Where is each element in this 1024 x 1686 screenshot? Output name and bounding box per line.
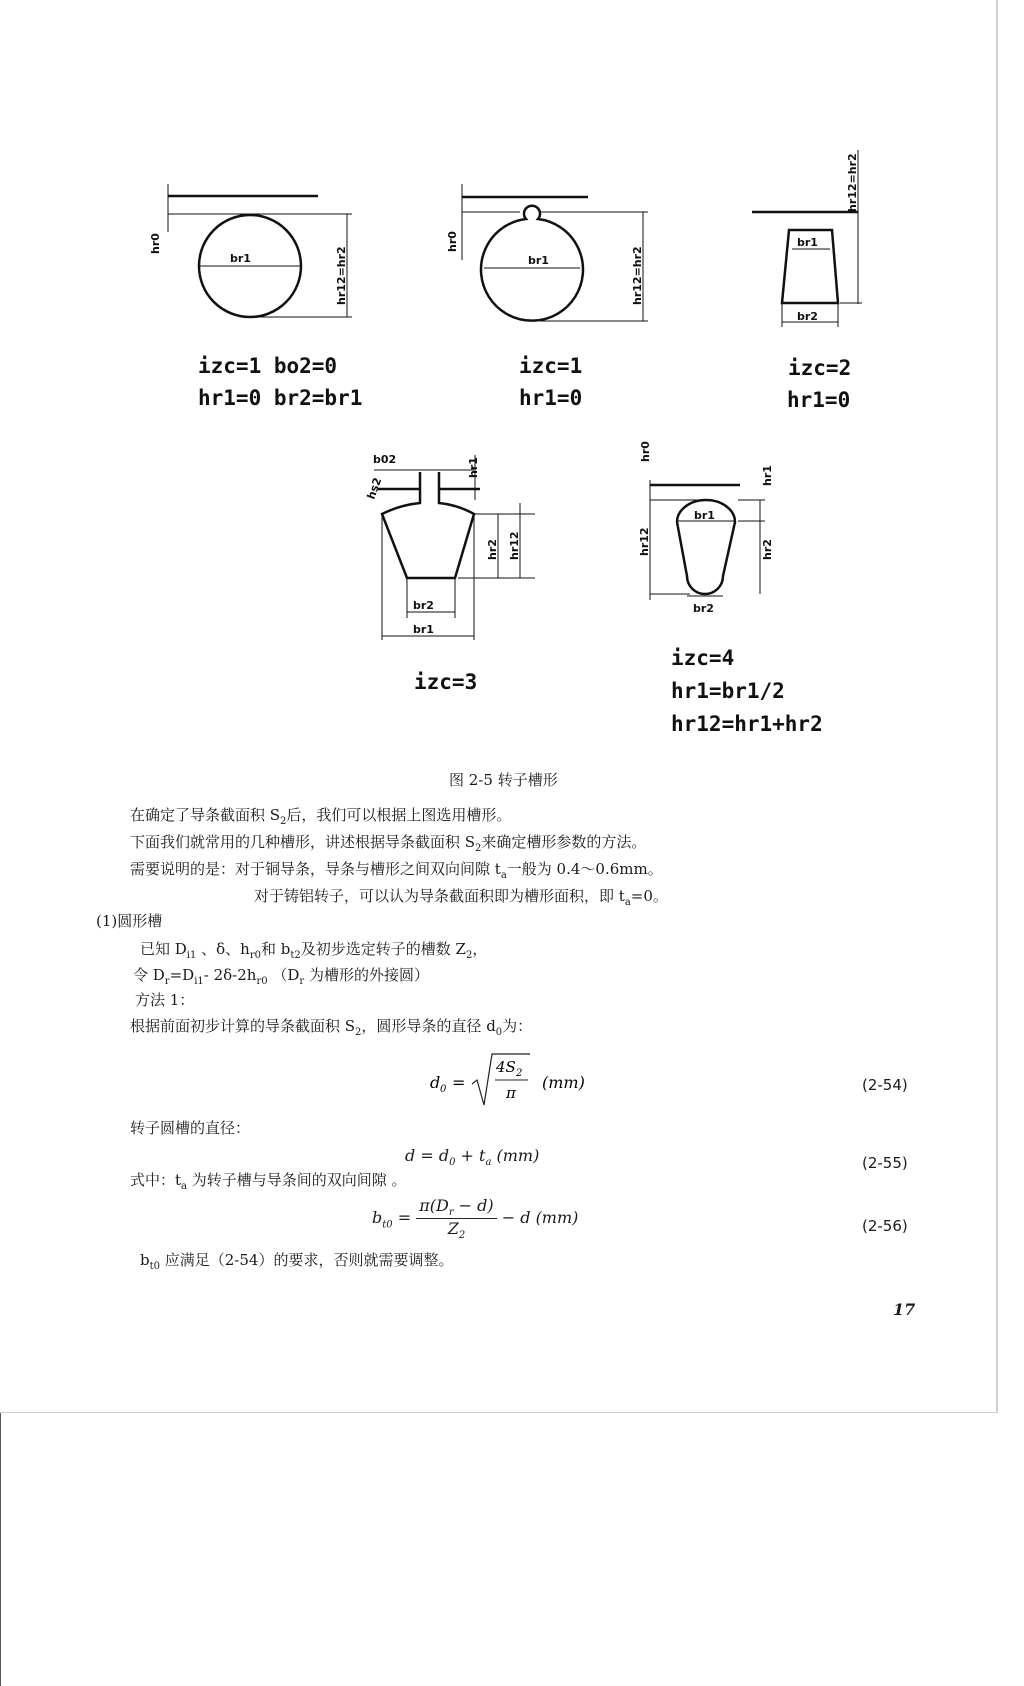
label-br2: br2 — [693, 602, 714, 615]
next-sheet-edge — [0, 1413, 1024, 1686]
caption-fig5-line1: izc=4 — [671, 646, 735, 670]
equation-2-54 — [428, 1050, 598, 1108]
label-br2: br2 — [413, 599, 434, 612]
label-hr12: hr12 — [638, 527, 651, 556]
label-hr1: hr1 — [467, 457, 480, 478]
label-hr12: hr12 — [508, 531, 521, 560]
svg-text:2: 2 — [516, 1068, 523, 1079]
label-hr12-eq-hr2: hr12=hr2 — [631, 246, 644, 305]
label-hr2: hr2 — [761, 539, 774, 560]
let-line: 令 $D_r=D_{i1}-$ $2\delta-2h_{r0}$ （$D_r$ 为槽形的外接圆） — [133, 966, 429, 987]
label-hr12-eq-hr2: hr12=hr2 — [335, 246, 348, 305]
rotor-diameter-label: 转子圆槽的直径： — [130, 1119, 251, 1137]
caption-fig2-line2: hr1=0 — [519, 386, 583, 410]
section-heading: (1)圆形槽 — [96, 912, 163, 930]
label-br1: br1 — [797, 236, 818, 249]
label-b02: b02 — [373, 453, 397, 466]
equation-2-55: $d = d_0 + t_a$ (mm) — [405, 1146, 540, 1169]
equation-number-2-56: (2-56) — [862, 1217, 908, 1235]
svg-text:=: = — [452, 1073, 466, 1092]
label-hs2: hs2 — [364, 475, 385, 502]
figure-title: 图 2-5 转子槽形 — [449, 771, 558, 789]
caption-fig5-line3: hr12=hr1+hr2 — [671, 712, 823, 736]
slot-shape-round — [168, 184, 352, 317]
page-number: 17 — [893, 1300, 916, 1319]
svg-text:0: 0 — [440, 1084, 447, 1095]
label-hr0: hr0 — [149, 233, 162, 254]
caption-fig2-line1: izc=1 — [519, 354, 583, 378]
caption-fig1-line2: hr1=0 br2=br1 — [198, 386, 363, 410]
caption-fig3-line2: hr1=0 — [787, 388, 851, 412]
paragraph-3: 需要说明的是：对于铜导条，导条与槽形之间双向间隙 $t_a$一般为 0.4～0.6mm。 — [130, 860, 663, 881]
equation-2-56: $b_{t0}$ = $\frac{\pi(D_r - d)}{Z_2}$ − d (mm) — [372, 1196, 579, 1242]
slot-shape-izc4 — [650, 480, 765, 600]
label-br1: br1 — [230, 252, 251, 265]
where-line: 式中：$t_a$ 为转子槽与导条间的双向间隙 。 — [130, 1171, 407, 1192]
caption-fig1-line1: izc=1 bo2=0 — [198, 354, 338, 378]
label-hr2: hr2 — [486, 539, 499, 560]
paragraph-1: 在确定了导条截面积 $S_2$后，我们可以根据上图选用槽形。 — [130, 806, 512, 827]
label-hr12-eq-hr2: hr12=hr2 — [846, 153, 859, 212]
equation-number-2-54: (2-54) — [862, 1076, 908, 1094]
caption-fig3-line1: izc=2 — [788, 356, 852, 380]
caption-fig5-line2: hr1=br1/2 — [671, 679, 785, 703]
label-br2: br2 — [797, 310, 818, 323]
paragraph-4: 对于铸铝转子，可以认为导条截面积即为槽形面积，即 $t_a=0$。 — [254, 887, 668, 908]
label-br1: br1 — [528, 254, 549, 267]
label-hr0: hr0 — [639, 441, 652, 462]
equation-number-2-55: (2-55) — [862, 1154, 908, 1172]
svg-text:(mm): (mm) — [542, 1073, 585, 1092]
known-line: 已知 $D_{i1}$ 、δ、$h_{r0}$和 $b_{t2}$及初步选定转子的槽数 $Z_2$， — [140, 940, 488, 961]
closing-line: $b_{t0}$ 应满足（2-54）的要求，否则就需要调整。 — [140, 1251, 454, 1272]
label-br1: br1 — [413, 623, 434, 636]
label-hr1: hr1 — [761, 465, 774, 486]
svg-text:π: π — [506, 1084, 516, 1102]
svg-text:4S: 4S — [496, 1058, 516, 1076]
calc-line: 根据前面初步计算的导条截面积 $S_2$，圆形导条的直径 $d_0$为： — [130, 1017, 533, 1038]
label-hr0: hr0 — [446, 231, 459, 252]
caption-fig4-line1: izc=3 — [414, 670, 478, 694]
svg-text:d: d — [430, 1073, 441, 1092]
method-line: 方法 1： — [135, 991, 195, 1009]
label-br1: br1 — [694, 509, 715, 522]
slot-shape-round-neck — [462, 184, 648, 321]
paragraph-2: 下面我们就常用的几种槽形，讲述根据导条截面积 $S_2$来确定槽形参数的方法。 — [130, 833, 647, 854]
